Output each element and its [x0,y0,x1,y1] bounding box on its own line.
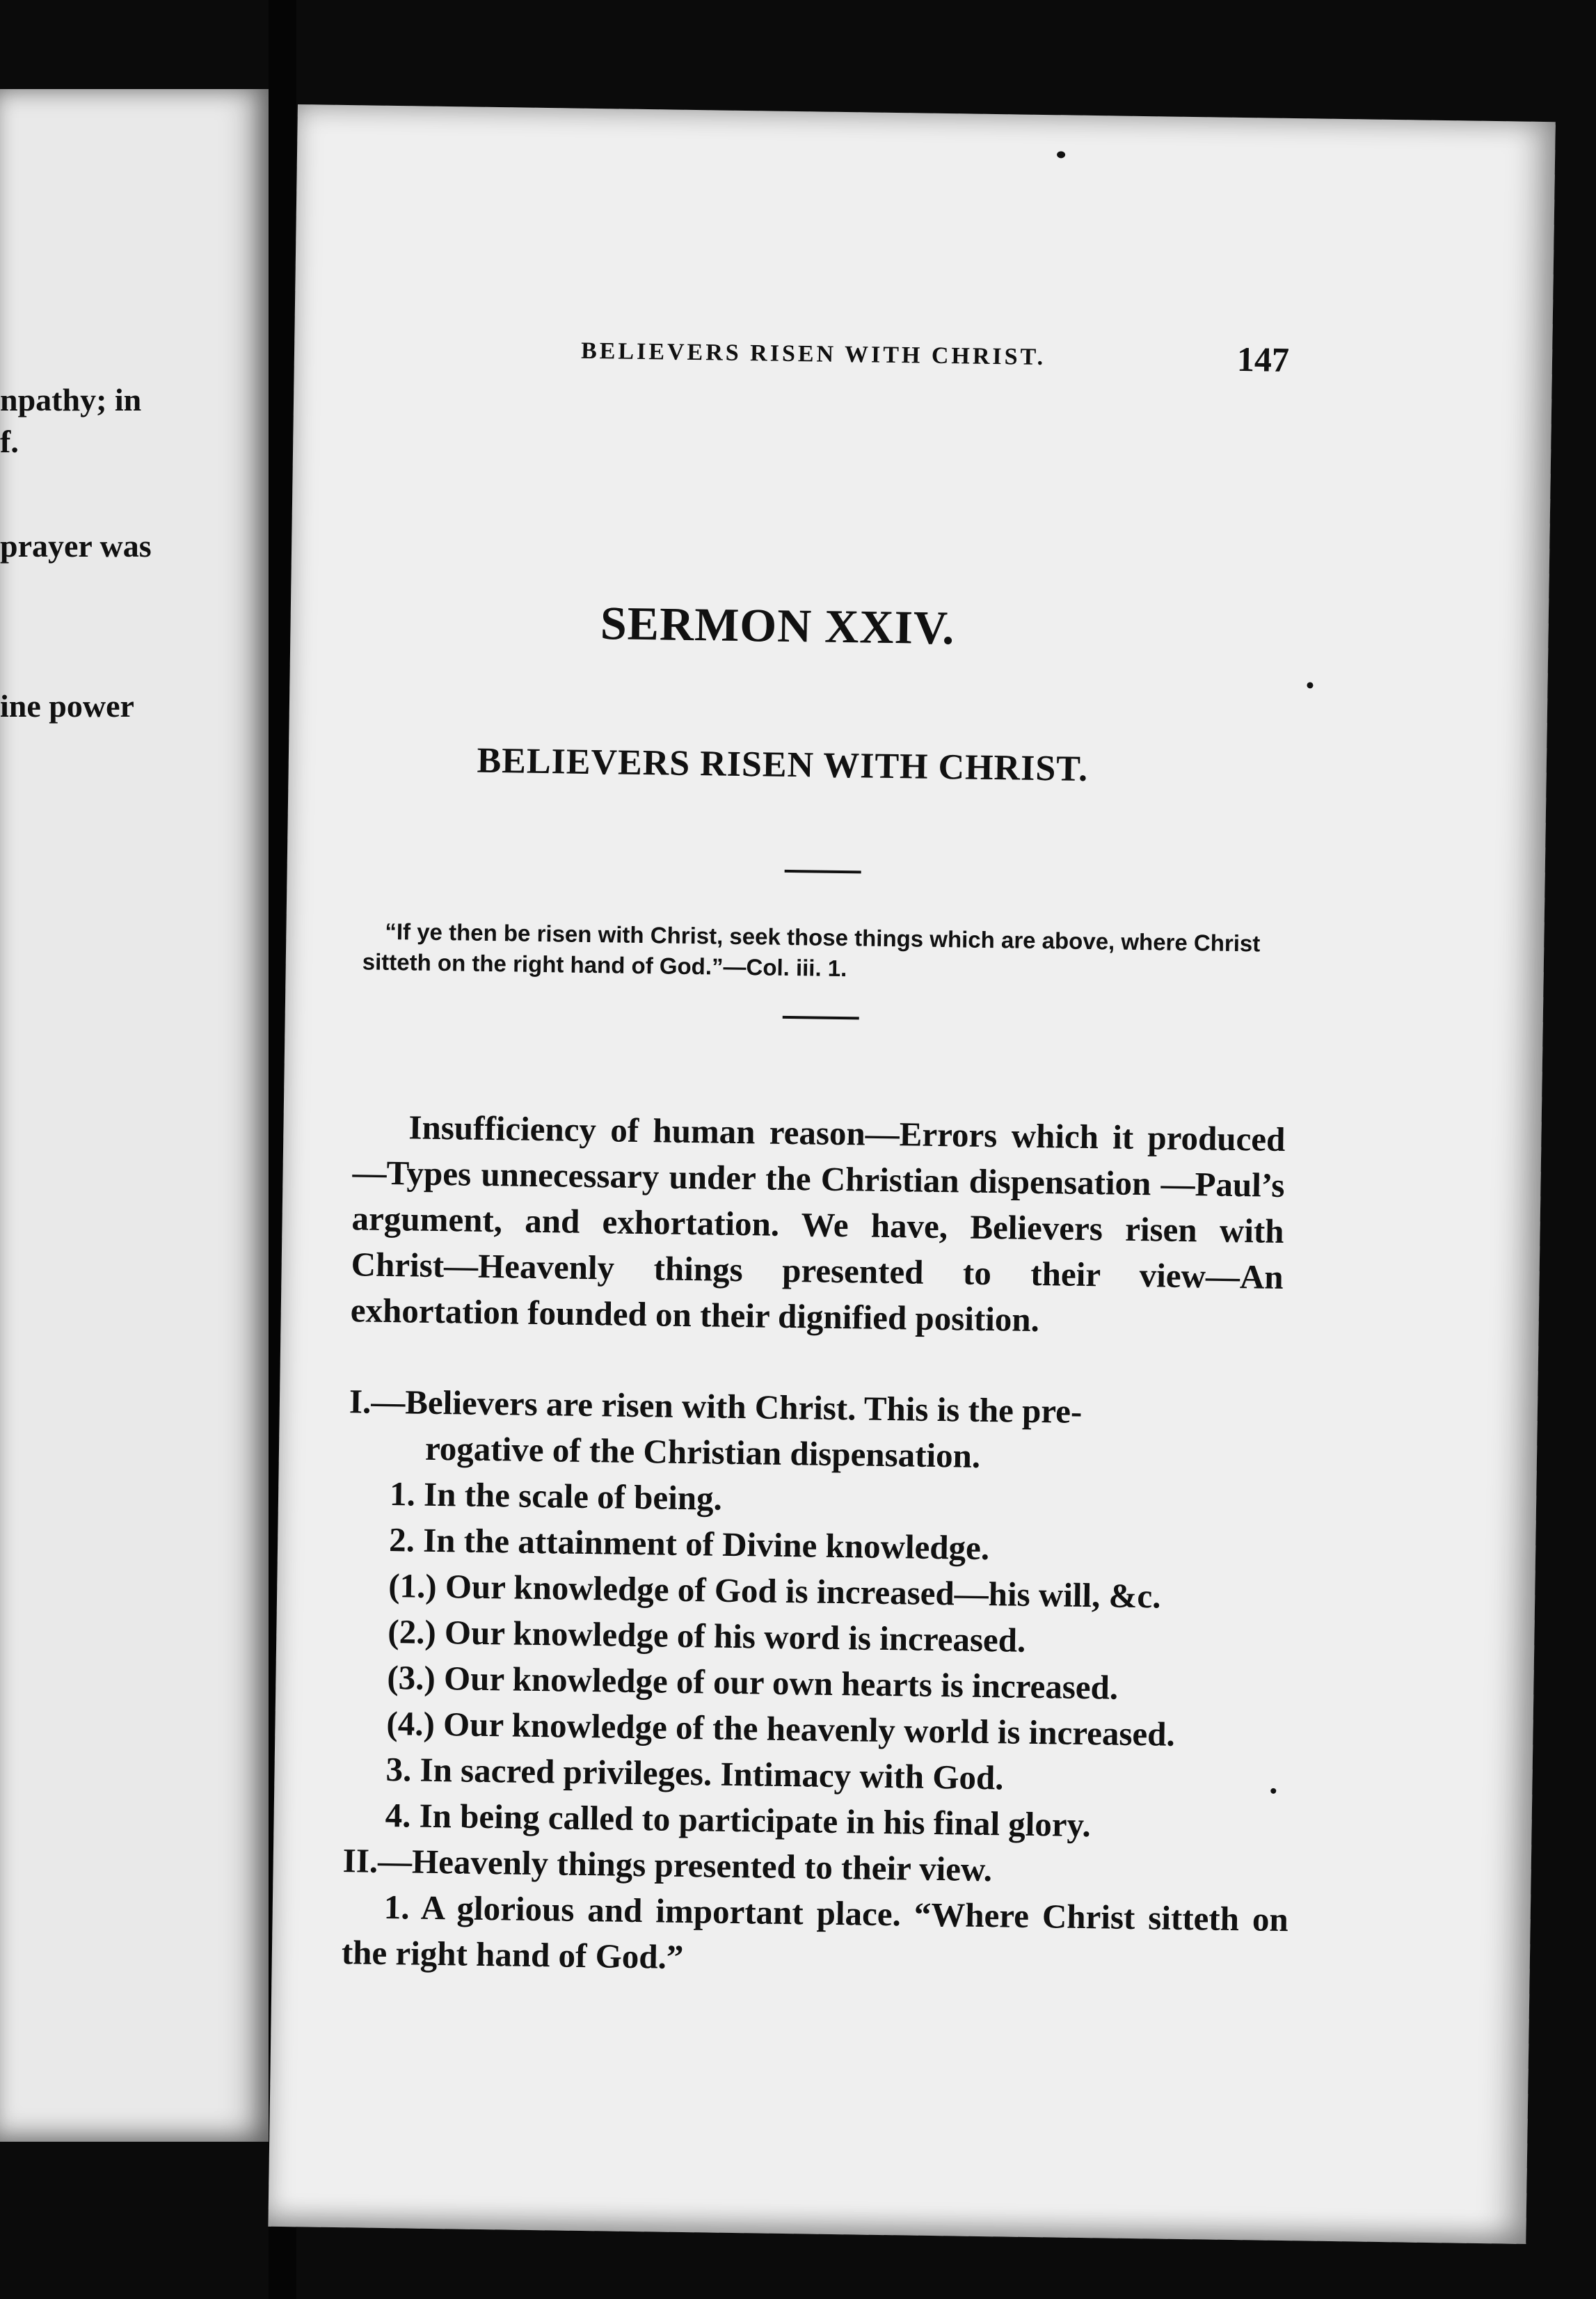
ink-speck [1270,1788,1276,1794]
outline-item: 3. In sacred privileges. Intimacy with God. [385,1750,1004,1797]
outline-heading-i: I.—Believers are risen with Christ. This is the pre- [349,1382,1083,1431]
epigraph: “If ye then be risen with Christ, seek those things which are above, where Christ sitteth on the right hand of God.”—Col. iii. 1. [362,918,1261,982]
left-page-fragment: npathy; in [0,382,142,417]
outline-subitem: (4.) Our knowledge of the heavenly world is increased. [386,1704,1176,1753]
ink-speck [1307,682,1313,688]
right-page [268,104,1555,2244]
sermon-outline [341,1378,1295,1989]
sermon-title: BELIEVERS RISEN WITH CHRIST. [477,740,1089,789]
outline-item: 4. In being called to participate in his final glory. [385,1795,1092,1845]
outline-heading-i-cont: rogative of the Christian dispensation. [424,1429,981,1475]
page-number: 147 [1236,339,1290,379]
intro-paragraph [350,1104,1285,1346]
title-rule [785,870,861,874]
ink-speck [1057,151,1065,158]
intro-text: Insufficiency of human reason—Errors which it produced—Types unnecessary under the Christian dispensation —Paul’s argument, and exhortation. We have, Believers risen with Christ—Heavenly things presented to their view—An exhortation founded on their dignified position. [350,1108,1286,1339]
sermon-number: SERMON XXIV. [600,596,955,655]
running-head: BELIEVERS RISEN WITH CHRIST. [580,337,1046,371]
left-page-fragment: f. [0,424,19,459]
outline-item: 2. In the attainment of Divine knowledge. [388,1520,990,1568]
outline-heading-ii: II.—Heavenly things presented to their view. [342,1841,993,1889]
left-page [0,89,269,2142]
outline-subitem: (1.) Our knowledge of God is increased—his will, &c. [388,1566,1161,1616]
outline-item-text: 1. A glorious and important place. “Where Christ sitteth on the right hand of God.” [341,1887,1289,1976]
outline-subitem: (2.) Our knowledge of his word is increased. [387,1612,1026,1660]
epigraph-rule [783,1016,859,1020]
outline-item [341,1884,1288,1989]
outline-subitem: (3.) Our knowledge of our own hearts is increased. [387,1658,1119,1707]
left-page-fragment: prayer was [0,528,152,564]
outline-item: 1. In the scale of being. [389,1474,723,1518]
left-page-fragment: ine power [0,688,134,724]
